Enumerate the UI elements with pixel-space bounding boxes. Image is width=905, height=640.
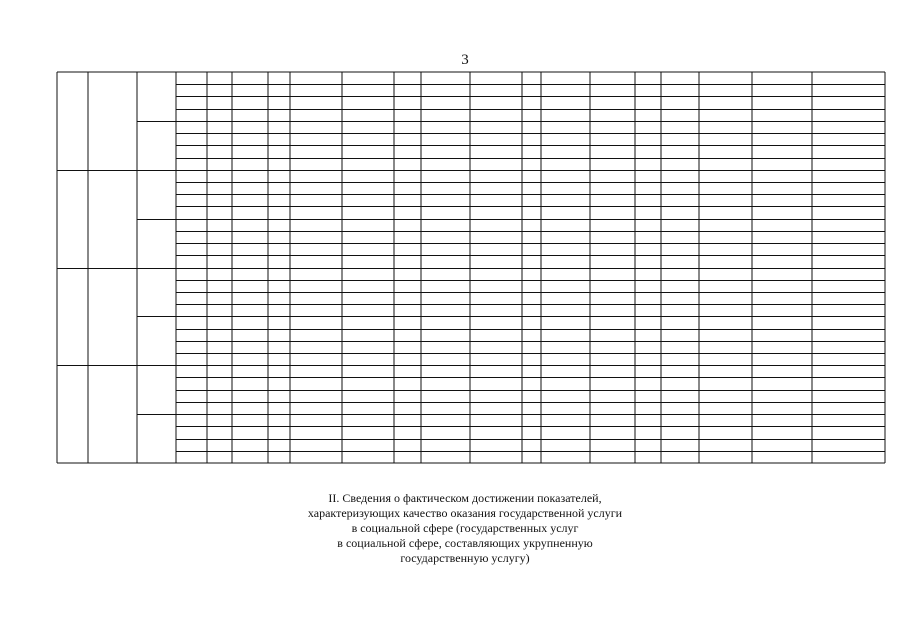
section-heading-line-2: характеризующих качество оказания государственной услуги: [307, 506, 623, 520]
section-heading-line-5: государственную услугу): [400, 551, 530, 565]
section-heading-line-1: II. Сведения о фактическом достижении показателей,: [328, 491, 602, 505]
section-heading-line-3: в социальной сфере (государственных услуг: [351, 521, 579, 535]
page-number: 3: [461, 52, 469, 68]
section-heading: [240, 491, 690, 566]
section-heading-line-4: в социальной сфере, составляющих укрупненную: [337, 536, 593, 550]
